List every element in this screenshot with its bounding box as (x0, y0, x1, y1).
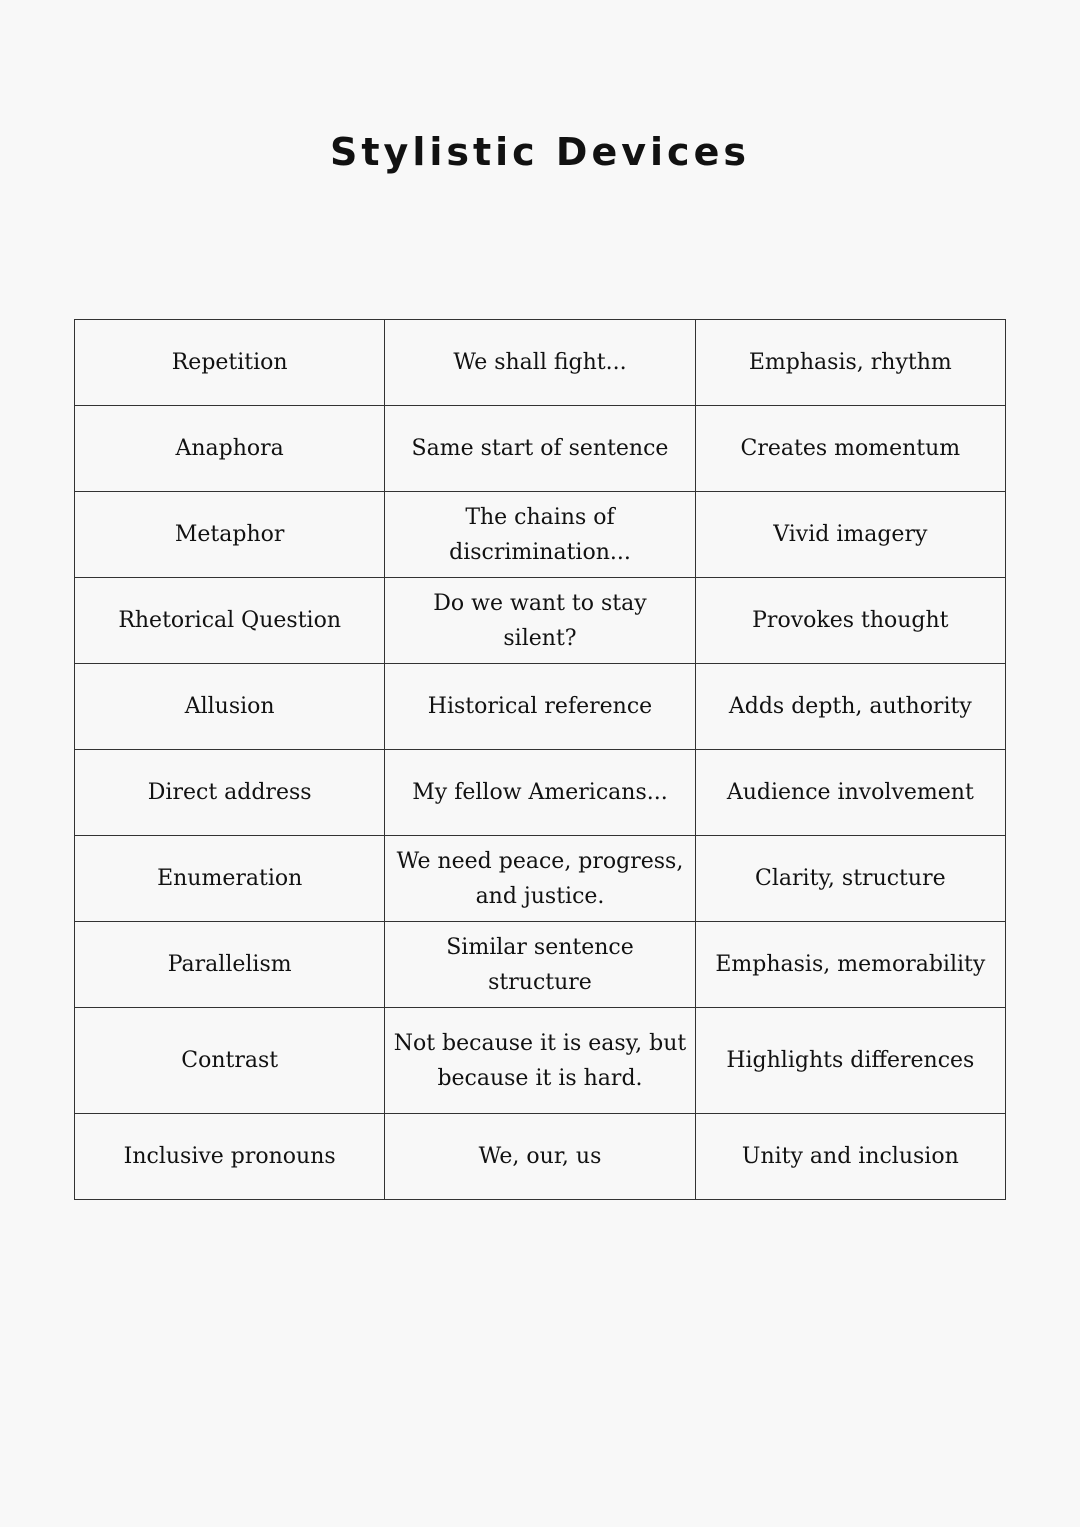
example-cell: Not because it is easy, but because it is hard. (385, 1008, 695, 1114)
example-cell: The chains of discrimination... (385, 492, 695, 578)
table-row (75, 1008, 1006, 1114)
example-cell: My fellow Americans... (385, 750, 695, 836)
example-cell: Historical reference (385, 664, 695, 750)
effect-cell: Provokes thought (695, 578, 1005, 664)
table-row (75, 406, 1006, 492)
table-row (75, 750, 1006, 836)
table-row (75, 922, 1006, 1008)
effect-cell: Creates momentum (695, 406, 1005, 492)
example-cell: Do we want to stay silent? (385, 578, 695, 664)
example-cell: We need peace, progress, and justice. (385, 836, 695, 922)
device-name-cell: Repetition (75, 320, 385, 406)
stylistic-devices-table (74, 319, 1006, 1200)
device-name-cell: Direct address (75, 750, 385, 836)
table-row (75, 492, 1006, 578)
device-name-cell: Anaphora (75, 406, 385, 492)
effect-cell: Emphasis, memorability (695, 922, 1005, 1008)
device-name-cell: Inclusive pronouns (75, 1114, 385, 1200)
device-name-cell: Rhetorical Question (75, 578, 385, 664)
example-cell: We, our, us (385, 1114, 695, 1200)
device-name-cell: Contrast (75, 1008, 385, 1114)
table-row (75, 836, 1006, 922)
effect-cell: Adds depth, authority (695, 664, 1005, 750)
table-row (75, 1114, 1006, 1200)
effect-cell: Emphasis, rhythm (695, 320, 1005, 406)
table-row (75, 578, 1006, 664)
effect-cell: Unity and inclusion (695, 1114, 1005, 1200)
effect-cell: Clarity, structure (695, 836, 1005, 922)
effect-cell: Highlights differences (695, 1008, 1005, 1114)
effect-cell: Vivid imagery (695, 492, 1005, 578)
device-name-cell: Allusion (75, 664, 385, 750)
table-row (75, 320, 1006, 406)
effect-cell: Audience involvement (695, 750, 1005, 836)
example-cell: Similar sentence structure (385, 922, 695, 1008)
device-name-cell: Parallelism (75, 922, 385, 1008)
example-cell: Same start of sentence (385, 406, 695, 492)
device-name-cell: Metaphor (75, 492, 385, 578)
page-title: Stylistic Devices (330, 130, 750, 174)
example-cell: We shall fight... (385, 320, 695, 406)
device-name-cell: Enumeration (75, 836, 385, 922)
table-row (75, 664, 1006, 750)
